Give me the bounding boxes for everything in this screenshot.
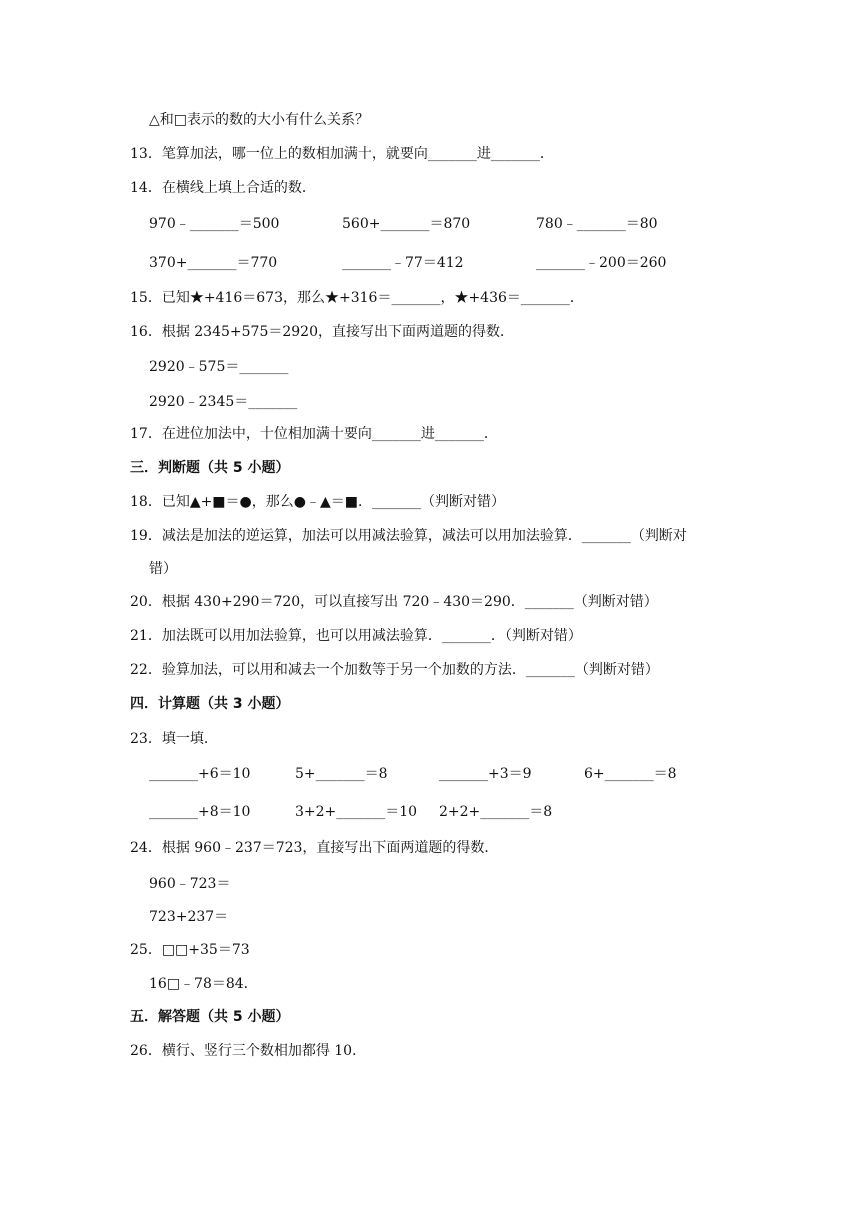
question-23: 23．填一填． (130, 731, 218, 747)
q25-item-b: 16□﹣78＝84． (149, 976, 258, 992)
question-24: 24．根据 960﹣237＝723，直接写出下面两道题的得数． (130, 840, 499, 856)
q23-item: _______+3＝9 (439, 766, 532, 782)
question-14: 14．在横线上填上合适的数． (130, 180, 316, 196)
q23-item: 5+_______＝8 (295, 766, 388, 782)
q14-item: 560+_______＝870 (342, 216, 471, 232)
q24-item-a: 960﹣723＝ (149, 876, 231, 892)
section-3-heading: 三．判断题（共 5 小题） (130, 460, 290, 476)
q23-item: 6+_______＝8 (584, 766, 677, 782)
question-26: 26．横行、竖行三个数相加都得 10． (130, 1043, 367, 1059)
q14-item: _______﹣77＝412 (342, 255, 464, 271)
question-21: 21．加法既可以用加法验算，也可以用减法验算．_______．（判断对错） (130, 628, 582, 644)
question-18: 18．已知▲+■＝●，那么●﹣▲＝■．_______（判断对错） (130, 494, 505, 510)
section-4-heading: 四．计算题（共 3 小题） (130, 696, 290, 712)
q16-item-a: 2920﹣575＝_______ (149, 359, 289, 375)
q23-item: _______+6＝10 (149, 766, 251, 782)
q14-item: 970﹣_______＝500 (149, 216, 280, 232)
q23-item: 2+2+_______＝8 (439, 804, 553, 820)
q16-item-b: 2920﹣2345＝_______ (149, 394, 298, 410)
q24-item-b: 723+237＝ (149, 909, 229, 925)
q12-continuation: △和□表示的数的大小有什么关系？ (149, 112, 369, 128)
question-19-continuation: 错） (149, 561, 177, 577)
question-20: 20．根据 430+290＝720，可以直接写出 720﹣430＝290．_______（判断对错） (130, 594, 658, 610)
q23-item: _______+8＝10 (149, 804, 251, 820)
q14-item: _______﹣200＝260 (536, 255, 667, 271)
question-25: 25．□□+35＝73 (130, 942, 250, 958)
question-13: 13．笔算加法，哪一位上的数相加满十，就要向_______进_______． (130, 146, 554, 162)
q23-item: 3+2+_______＝10 (295, 804, 418, 820)
question-16: 16．根据 2345+575＝2920，直接写出下面两道题的得数． (130, 324, 514, 340)
q14-item: 370+_______＝770 (149, 255, 278, 271)
question-17: 17．在进位加法中，十位相加满十要向_______进_______． (130, 426, 498, 442)
q14-item: 780﹣_______＝80 (536, 216, 658, 232)
question-22: 22．验算加法，可以用和减去一个加数等于另一个加数的方法．_______（判断对错） (130, 662, 659, 678)
section-5-heading: 五．解答题（共 5 小题） (130, 1009, 290, 1025)
question-19: 19．减法是加法的逆运算，加法可以用减法验算，减法可以用加法验算．_______（判断对 (130, 528, 687, 544)
question-15: 15．已知★+416＝673，那么★+316＝_______，★+436＝_______． (130, 290, 584, 306)
